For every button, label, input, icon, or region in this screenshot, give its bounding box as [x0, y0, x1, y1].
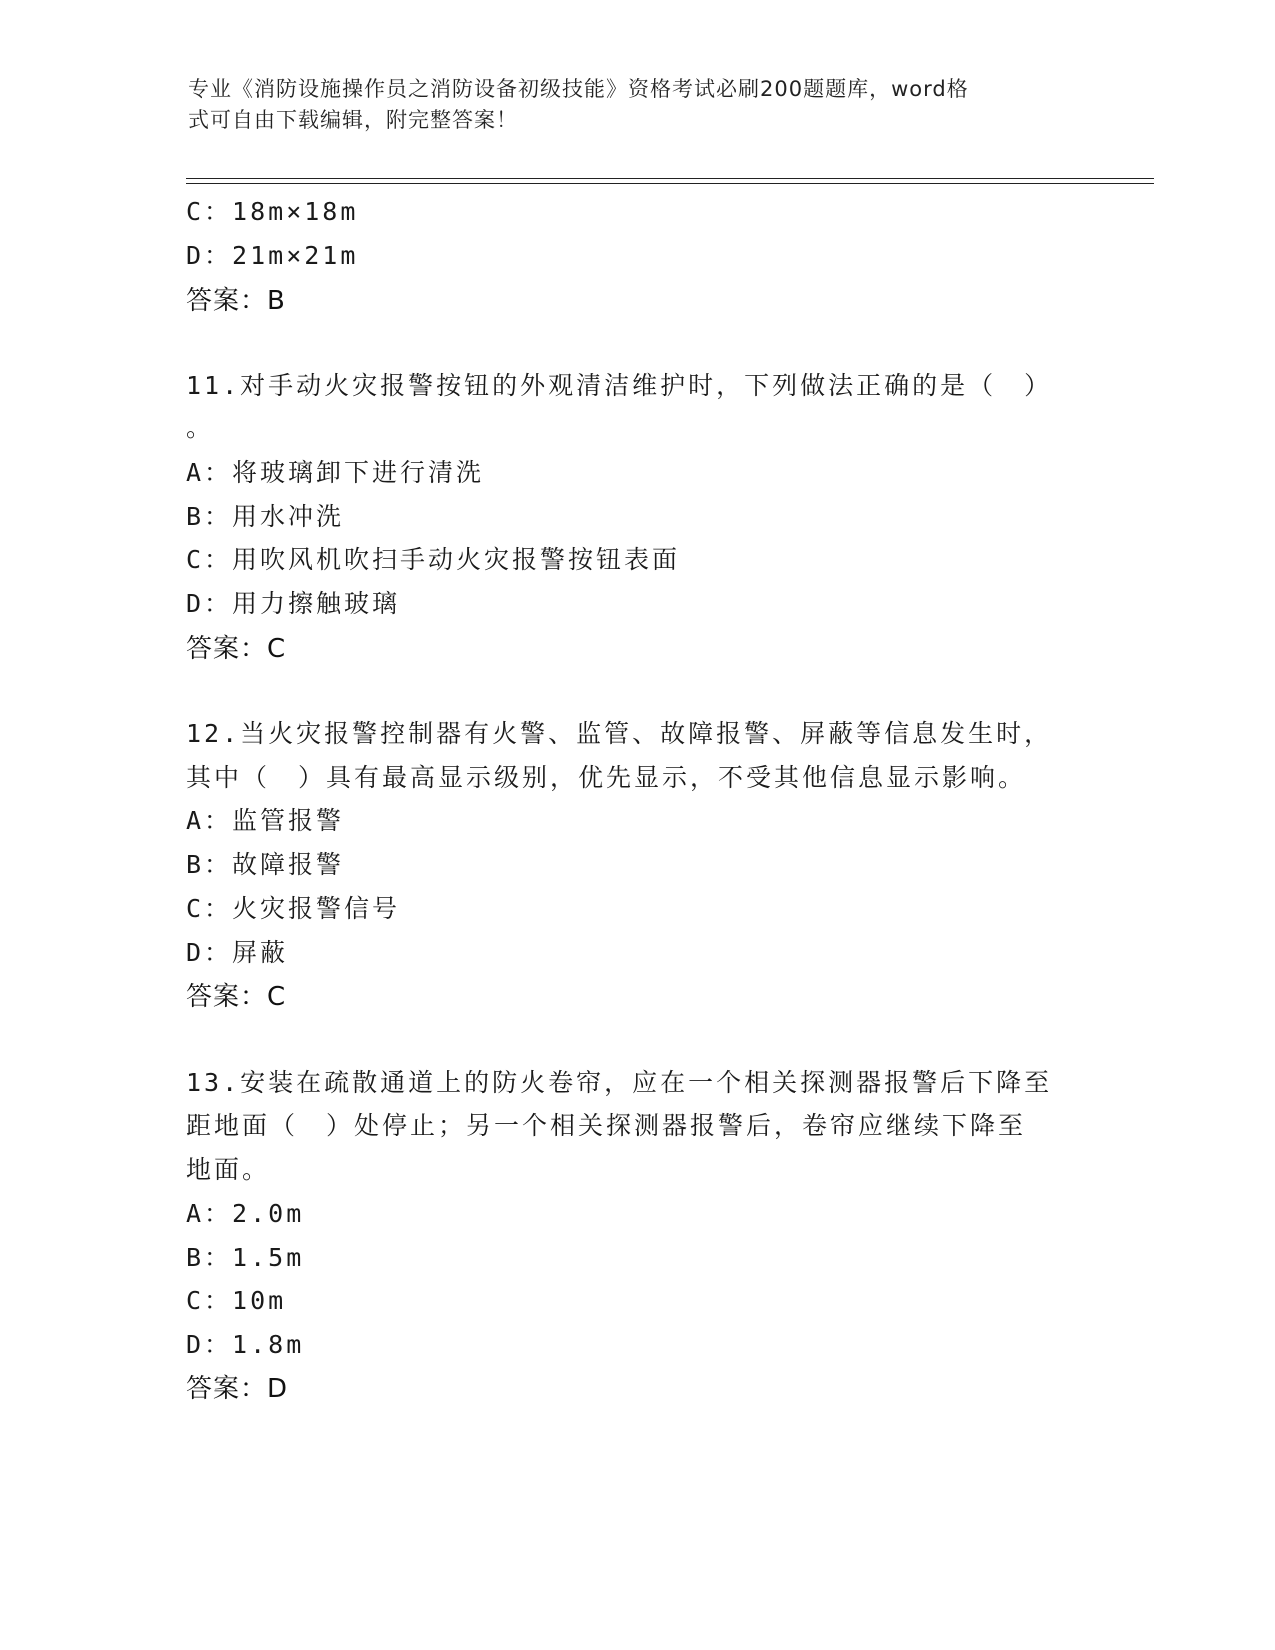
question-11-stem-cont: 。	[186, 413, 215, 442]
question-12-option-b: B：故障报警	[186, 850, 345, 879]
question-11-stem: 11.对手动火灾报警按钮的外观清洁维护时，下列做法正确的是（ ）	[186, 371, 1053, 400]
question-13-option-c: C：10m	[186, 1286, 287, 1315]
question-12-answer: 答案：C	[186, 982, 287, 1012]
question-12-stem-cont: 其中（ ）具有最高显示级别，优先显示，不受其他信息显示影响。	[186, 763, 1027, 792]
question-11-option-a: A：将玻璃卸下进行清洗	[186, 458, 485, 487]
question-13-stem-cont: 距地面（ ）处停止；另一个相关探测器报警后，卷帘应继续下降至	[186, 1111, 1027, 1140]
option-c: C：18m×18m	[186, 197, 359, 226]
question-11-answer: 答案：C	[186, 634, 287, 664]
question-13-stem: 13.安装在疏散通道上的防火卷帘，应在一个相关探测器报警后下降至	[186, 1068, 1053, 1097]
question-12-option-a: A：监管报警	[186, 806, 345, 835]
question-12-stem: 12.当火灾报警控制器有火警、监管、故障报警、屏蔽等信息发生时，	[186, 719, 1053, 748]
question-11-option-b: B：用水冲洗	[186, 502, 345, 531]
header-divider-bottom	[186, 183, 1154, 184]
header-title-line-1: 专业《消防设施操作员之消防设备初级技能》资格考试必刷200题题库，word格	[188, 77, 969, 101]
header-title-line-2: 式可自由下载编辑，附完整答案！	[188, 108, 518, 132]
question-13-option-a: A：2.0m	[186, 1199, 305, 1228]
question-11-option-c: C：用吹风机吹扫手动火灾报警按钮表面	[186, 545, 681, 574]
question-13-answer: 答案：D	[186, 1374, 289, 1404]
question-13-option-d: D：1.8m	[186, 1330, 305, 1359]
answer-label: 答案：B	[186, 286, 286, 316]
header-divider-top	[186, 178, 1154, 179]
question-12-option-c: C：火灾报警信号	[186, 894, 401, 923]
question-12-option-d: D：屏蔽	[186, 938, 289, 967]
option-d: D：21m×21m	[186, 241, 359, 270]
document-header	[188, 74, 1068, 136]
question-13-stem-end: 地面。	[186, 1155, 271, 1184]
question-13-option-b: B：1.5m	[186, 1243, 305, 1272]
question-11-option-d: D：用力擦触玻璃	[186, 589, 401, 618]
